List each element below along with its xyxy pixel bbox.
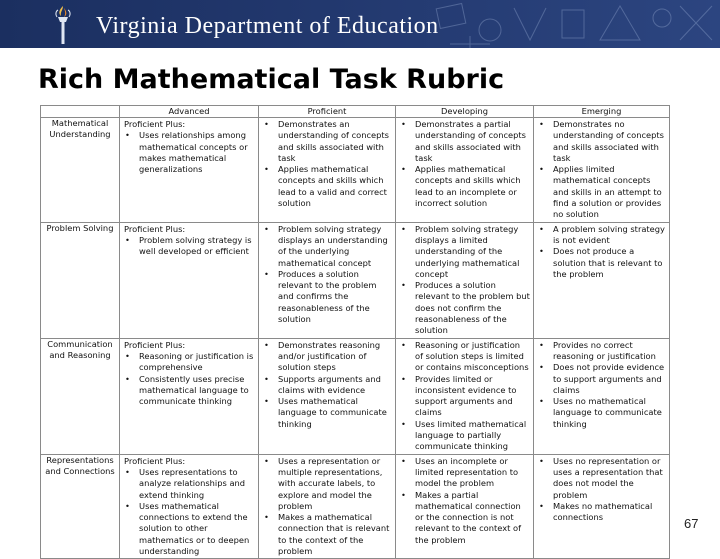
column-header-criterion [41, 106, 120, 118]
bullet-item: • Uses no mathematical language to communicate thinking [538, 396, 666, 430]
bullet-item: • Consistently uses precise mathematical language to communicate thinking [124, 374, 255, 408]
bullet-item: • Demonstrates an understanding of concepts and skills associated with task [263, 119, 392, 164]
bullet-item: • Does not provide evidence to support arguments and claims [538, 362, 666, 396]
bullet-item: • Uses mathematical connections to extend the solution to other mathematics or to deepen understanding [124, 501, 255, 557]
bullet-item: • Makes a mathematical connection that is relevant to the context of the problem [263, 512, 392, 557]
developing-cell [396, 118, 534, 223]
rubric-row-problem-solving [41, 222, 670, 338]
rubric-row-mathematical-understanding [41, 118, 670, 223]
banner-title: Virginia Department of Education [96, 13, 439, 39]
advanced-cell [120, 338, 259, 454]
criterion-label: Problem Solving [41, 222, 120, 338]
bullet-item: • Makes a partial mathematical connection or the connection is not relevant to the context of the problem [400, 490, 530, 546]
proficient-cell [259, 454, 396, 559]
column-header-proficient: Proficient [259, 106, 396, 118]
torch-logo-icon [54, 4, 72, 46]
cell-lead: Proficient Plus: [124, 119, 186, 129]
advanced-cell [120, 222, 259, 338]
cell-lead: Proficient Plus: [124, 455, 186, 466]
header-banner [0, 0, 720, 48]
advanced-cell [120, 118, 259, 223]
bullet-item: • Applies limited mathematical concepts and skills in an attempt to find a solution or provides no solution [538, 164, 666, 220]
emerging-cell [534, 338, 670, 454]
bullet-item: • Supports arguments and claims with evidence [263, 374, 392, 397]
header-row [41, 106, 670, 118]
cell-lead: Proficient Plus: [124, 223, 186, 234]
bullet-item: • Demonstrates reasoning and/or justification of solution steps [263, 340, 392, 374]
math-doodles-decoration [430, 0, 720, 48]
proficient-cell [259, 338, 396, 454]
bullet-item: • Produces a solution relevant to the problem and confirms the reasonableness of the solution [263, 269, 392, 325]
advanced-cell [120, 454, 259, 559]
emerging-cell [534, 118, 670, 223]
criterion-label: Communication and Reasoning [41, 338, 120, 454]
developing-cell [396, 222, 534, 338]
rubric-table [40, 105, 670, 559]
bullet-item: • Provides no correct reasoning or justification [538, 340, 666, 363]
bullet-item: • Uses a representation or multiple representations, with accurate labels, to explore and model the problem [263, 456, 392, 512]
column-header-advanced: Advanced [120, 106, 259, 118]
emerging-cell [534, 454, 670, 559]
bullet-item: • Does not produce a solution that is relevant to the problem [538, 246, 666, 280]
bullet-item: • Uses an incomplete or limited representation to model the problem [400, 456, 530, 490]
criterion-label: Representations and Connections [41, 454, 120, 559]
bullet-item: • Reasoning or justification of solution steps is limited or contains misconceptions [400, 340, 530, 374]
bullet-item: • Problem solving strategy displays a limited understanding of the underlying mathematical concept [400, 224, 530, 280]
emerging-cell [534, 222, 670, 338]
page-number: 67 [684, 516, 699, 531]
criterion-label: Mathematical Understanding [41, 118, 120, 223]
column-header-developing: Developing [396, 106, 534, 118]
bullet-item: • Problem solving strategy displays an understanding of the underlying mathematical concept [263, 224, 392, 269]
bullet-item: • Demonstrates no understanding of concepts and skills associated with task [538, 119, 666, 164]
bullet-item: • Uses mathematical language to communicate thinking [263, 396, 392, 430]
bullet-item: • Uses representations to analyze relationships and extend thinking [124, 467, 255, 501]
bullet-item: • Applies mathematical concepts and skills which lead to a valid and correct solution [263, 164, 392, 209]
bullet-item: • Applies mathematical concepts and skills which lead to an incomplete or incorrect solution [400, 164, 530, 209]
rubric-row-representations-and-connections [41, 454, 670, 559]
bullet-item: • Provides limited or inconsistent evidence to support arguments and claims [400, 374, 530, 419]
bullet-item: • Uses limited mathematical language to partially communicate thinking [400, 419, 530, 453]
bullet-item: • Reasoning or justification is comprehensive [124, 351, 255, 374]
bullet-item: • Demonstrates a partial understanding of concepts and skills associated with task [400, 119, 530, 164]
proficient-cell [259, 222, 396, 338]
bullet-item: • Uses no representation or uses a representation that does not model the problem [538, 456, 666, 501]
rubric-row-communication-and-reasoning [41, 338, 670, 454]
bullet-item: • Produces a solution relevant to the problem but does not confirm the reasonableness of the solution [400, 280, 530, 336]
bullet-item: • Problem solving strategy is well developed or efficient [124, 235, 255, 258]
rubric-table-container [40, 105, 669, 556]
cell-lead: Proficient Plus: [124, 339, 186, 350]
bullet-item: • Makes no mathematical connections [538, 501, 666, 524]
bullet-item: • A problem solving strategy is not evident [538, 224, 666, 247]
bullet-item: • Uses relationships among mathematical concepts or makes mathematical generalizations [124, 130, 255, 175]
developing-cell [396, 338, 534, 454]
developing-cell [396, 454, 534, 559]
column-header-emerging: Emerging [534, 106, 670, 118]
slide-title: Rich Mathematical Task Rubric [38, 64, 505, 95]
proficient-cell [259, 118, 396, 223]
